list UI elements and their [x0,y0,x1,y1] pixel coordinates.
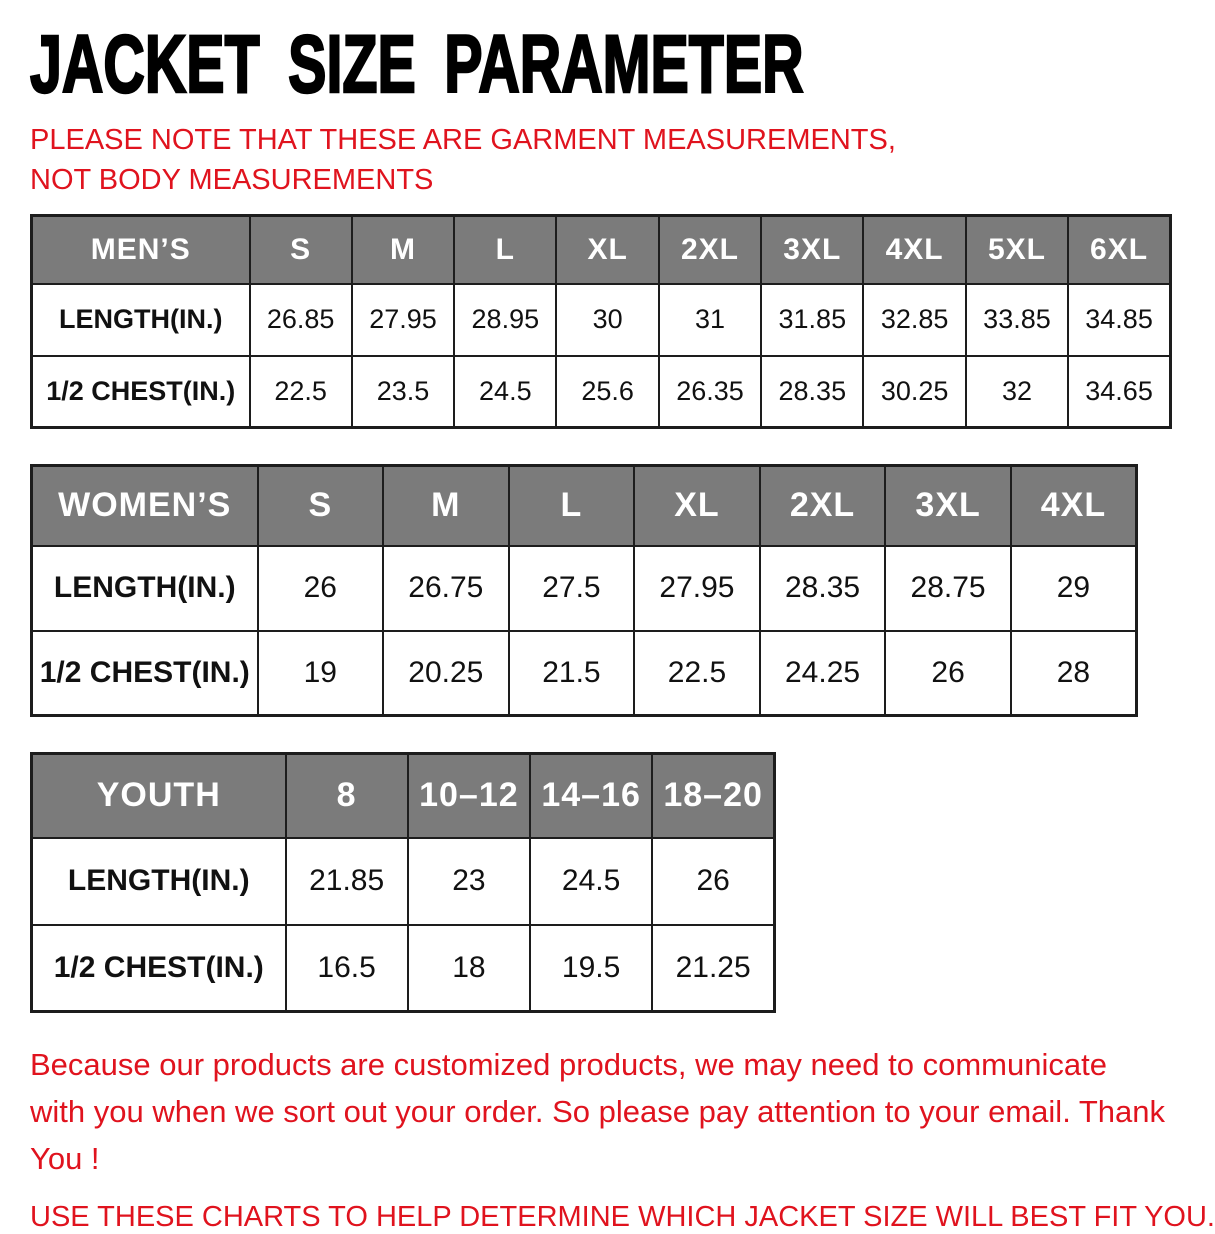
youth-size-header: 14–16 [530,754,652,838]
womens-measurement-cell: 28.35 [760,546,886,631]
womens-measurement-cell: 28 [1011,631,1137,716]
youth-group-label: YOUTH [32,754,286,838]
mens-measurement-cell: 31 [659,284,761,356]
mens-measurement-cell: 23.5 [352,356,454,428]
mens-row-label: LENGTH(IN.) [32,284,250,356]
youth-measurement-cell: 24.5 [530,838,652,925]
youth-measurement-row [32,925,775,1012]
womens-measurement-cell: 26 [258,546,384,631]
mens-size-header: S [250,216,352,284]
womens-row-label: LENGTH(IN.) [32,546,258,631]
womens-group-label: WOMEN’S [32,466,258,546]
womens-size-header: 4XL [1011,466,1137,546]
womens-size-header: M [383,466,509,546]
mens-size-header: 5XL [966,216,1068,284]
customized-products-note: Because our products are customized products, we may need to communicate with you when we sort out your order. So please pay attention to your email. Thank You ! [30,1047,1166,1176]
womens-size-header: 2XL [760,466,886,546]
youth-measurement-cell: 16.5 [286,925,408,1012]
chart-usage-note: USE THESE CHARTS TO HELP DETERMINE WHICH JACKET SIZE WILL BEST FIT YOU. [30,1201,1215,1233]
womens-measurement-cell: 24.25 [760,631,886,716]
mens-size-header: XL [556,216,658,284]
womens-measurement-row [32,631,1137,716]
womens-size-header: XL [634,466,760,546]
mens-measurement-cell: 31.85 [761,284,863,356]
mens-size-header: 3XL [761,216,863,284]
youth-header-row [32,754,775,838]
mens-measurement-cell: 22.5 [250,356,352,428]
mens-measurement-cell: 33.85 [966,284,1068,356]
mens-measurement-cell: 32.85 [863,284,965,356]
youth-measurement-cell: 21.85 [286,838,408,925]
womens-size-header: 3XL [885,466,1011,546]
mens-measurement-cell: 28.35 [761,356,863,428]
youth-size-header: 10–12 [408,754,530,838]
youth-row-label: LENGTH(IN.) [32,838,286,925]
youth-measurement-cell: 26 [652,838,774,925]
mens-measurement-cell: 26.85 [250,284,352,356]
mens-group-label: MEN’S [32,216,250,284]
mens-row-label: 1/2 CHEST(IN.) [32,356,250,428]
womens-measurement-cell: 22.5 [634,631,760,716]
youth-measurement-cell: 21.25 [652,925,774,1012]
womens-size-header: L [509,466,635,546]
mens-size-header: L [454,216,556,284]
womens-measurement-cell: 28.75 [885,546,1011,631]
youth-measurement-cell: 19.5 [530,925,652,1012]
youth-measurement-cell: 23 [408,838,530,925]
womens-measurement-row [32,546,1137,631]
womens-measurement-cell: 26 [885,631,1011,716]
womens-size-header: S [258,466,384,546]
womens-header-row [32,466,1137,546]
mens-measurement-row [32,356,1171,428]
mens-measurement-cell: 34.65 [1068,356,1170,428]
mens-measurement-cell: 26.35 [659,356,761,428]
mens-measurement-row [32,284,1171,356]
mens-measurement-cell: 30 [556,284,658,356]
youth-size-header: 8 [286,754,408,838]
mens-size-header: 2XL [659,216,761,284]
mens-measurement-cell: 27.95 [352,284,454,356]
womens-measurement-cell: 20.25 [383,631,509,716]
page-title: JACKET SIZE PARAMETER [30,19,804,110]
mens-measurement-cell: 34.85 [1068,284,1170,356]
womens-measurement-cell: 19 [258,631,384,716]
mens-measurement-cell: 32 [966,356,1068,428]
womens-row-label: 1/2 CHEST(IN.) [32,631,258,716]
mens-measurement-cell: 30.25 [863,356,965,428]
mens-size-header: 4XL [863,216,965,284]
mens-measurement-cell: 28.95 [454,284,556,356]
womens-measurement-cell: 21.5 [509,631,635,716]
mens-size-table [30,214,1172,429]
youth-row-label: 1/2 CHEST(IN.) [32,925,286,1012]
youth-size-table [30,752,776,1013]
mens-size-header: M [352,216,454,284]
youth-size-header: 18–20 [652,754,774,838]
youth-measurement-cell: 18 [408,925,530,1012]
garment-measurement-note: PLEASE NOTE THAT THESE ARE GARMENT MEASUREMENTS, NOT BODY MEASUREMENTS [30,124,896,196]
womens-measurement-cell: 27.5 [509,546,635,631]
mens-measurement-cell: 25.6 [556,356,658,428]
womens-size-table [30,464,1138,717]
mens-size-header: 6XL [1068,216,1170,284]
womens-measurement-cell: 27.95 [634,546,760,631]
youth-measurement-row [32,838,775,925]
mens-header-row [32,216,1171,284]
womens-measurement-cell: 26.75 [383,546,509,631]
mens-measurement-cell: 24.5 [454,356,556,428]
womens-measurement-cell: 29 [1011,546,1137,631]
